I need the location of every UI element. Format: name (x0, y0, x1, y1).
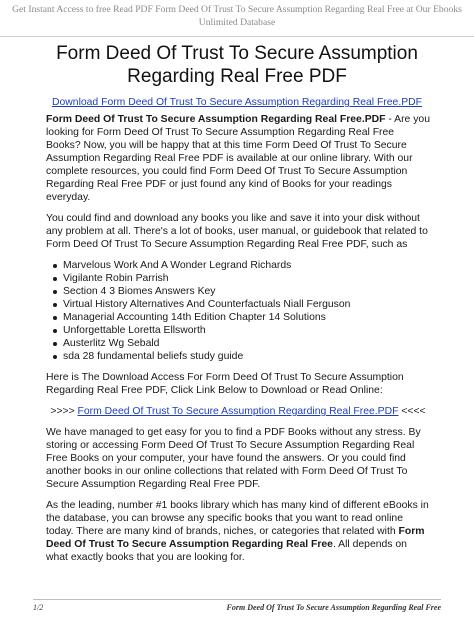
intro-text: - Are you looking for Form Deed Of Trust To Secure Assumption Regarding Real Free Books? Now, you will be happy that at this time Form Deed Of Trust To Secure Assumption Regarding Real Free PDF is available at our online library. With our complete resources, you could find Form Deed Of Trust To Secure Assumption Regarding Real Free PDF or just found any kind of Books for your readings everyday. (46, 114, 430, 203)
list-item: Virtual History Alternatives And Counterfactuals Niall Ferguson (46, 298, 430, 311)
library-paragraph (46, 499, 430, 564)
download-link-top[interactable]: Download Form Deed Of Trust To Secure Assumption Regarding Real Free.PDF (52, 97, 422, 108)
list-item: Managerial Accounting 14th Edition Chapter 14 Solutions (46, 311, 430, 324)
easy-find-paragraph: We have managed to get easy for you to find a PDF Books without any stress. By storing or accessing Form Deed Of Trust To Secure Assumption Regarding Real Free Books on your computer, your have found the answers. Or you could find another books in our online collections that related with Form Deed Of Trust To Secure Assumption Regarding Real Free PDF. (46, 427, 421, 490)
banner-line-1: Get Instant Access to free Read PDF Form Deed Of Trust To Secure Assumption Regarding Real Free at Our Ebooks (12, 4, 462, 15)
related-books-paragraph: You could find and download any books you like and save it into your disk without any problem at all. There's a lot of books, user manual, or guidebook that related to Form Deed Of Trust To Secure Assumption Regarding Real Free PDF, such as (46, 213, 428, 250)
banner-line-2: Unlimited Database (198, 16, 276, 28)
intro-paragraph (46, 113, 430, 204)
download-link-line (46, 405, 430, 418)
footer-title: Form Deed Of Trust To Secure Assumption Regarding Real Free (226, 603, 441, 612)
access-banner (0, 0, 474, 36)
page-title (40, 42, 434, 88)
list-item: sda 28 fundamental beliefs study guide (46, 350, 430, 363)
list-item: Vigilante Robin Parrish (46, 272, 430, 285)
arrow-right: <<<< (398, 406, 426, 417)
document-body (46, 113, 430, 572)
list-item: Unforgettable Loretta Ellsworth (46, 324, 430, 337)
title-line-2: Regarding Real Free PDF (127, 66, 347, 87)
list-item: Marvelous Work And A Wonder Legrand Richards (46, 259, 430, 272)
arrow-left: >>>> (50, 406, 78, 417)
footer-divider (33, 599, 441, 600)
page-number: 1/2 (33, 603, 44, 612)
related-books-list (46, 259, 430, 363)
list-item: Section 4 3 Biomes Answers Key (46, 285, 430, 298)
banner-divider (0, 36, 474, 37)
library-text-end: . All depends on what exactly books that you are looking for. (46, 539, 407, 563)
library-bold-title: Form Deed Of Trust To Secure Assumption Regarding Real Free (46, 526, 425, 550)
intro-bold-title: Form Deed Of Trust To Secure Assumption Regarding Real Free.PDF (46, 114, 386, 125)
title-line-1: Form Deed Of Trust To Secure Assumption (56, 43, 418, 64)
list-item: Austerlitz Wg Sebald (46, 337, 430, 350)
library-text-start: As the leading, number #1 books library which has many kind of different eBooks in the database, you can browse any specific books that you want to read online today. There are many kind of brands, niches, or categories that related with (46, 500, 429, 537)
download-access-paragraph: Here is The Download Access For Form Deed Of Trust To Secure Assumption Regarding Real Free PDF, Click Link Below to Download or Read Online: (46, 372, 404, 396)
download-link-main[interactable]: Form Deed Of Trust To Secure Assumption Regarding Real Free.PDF (77, 406, 399, 417)
